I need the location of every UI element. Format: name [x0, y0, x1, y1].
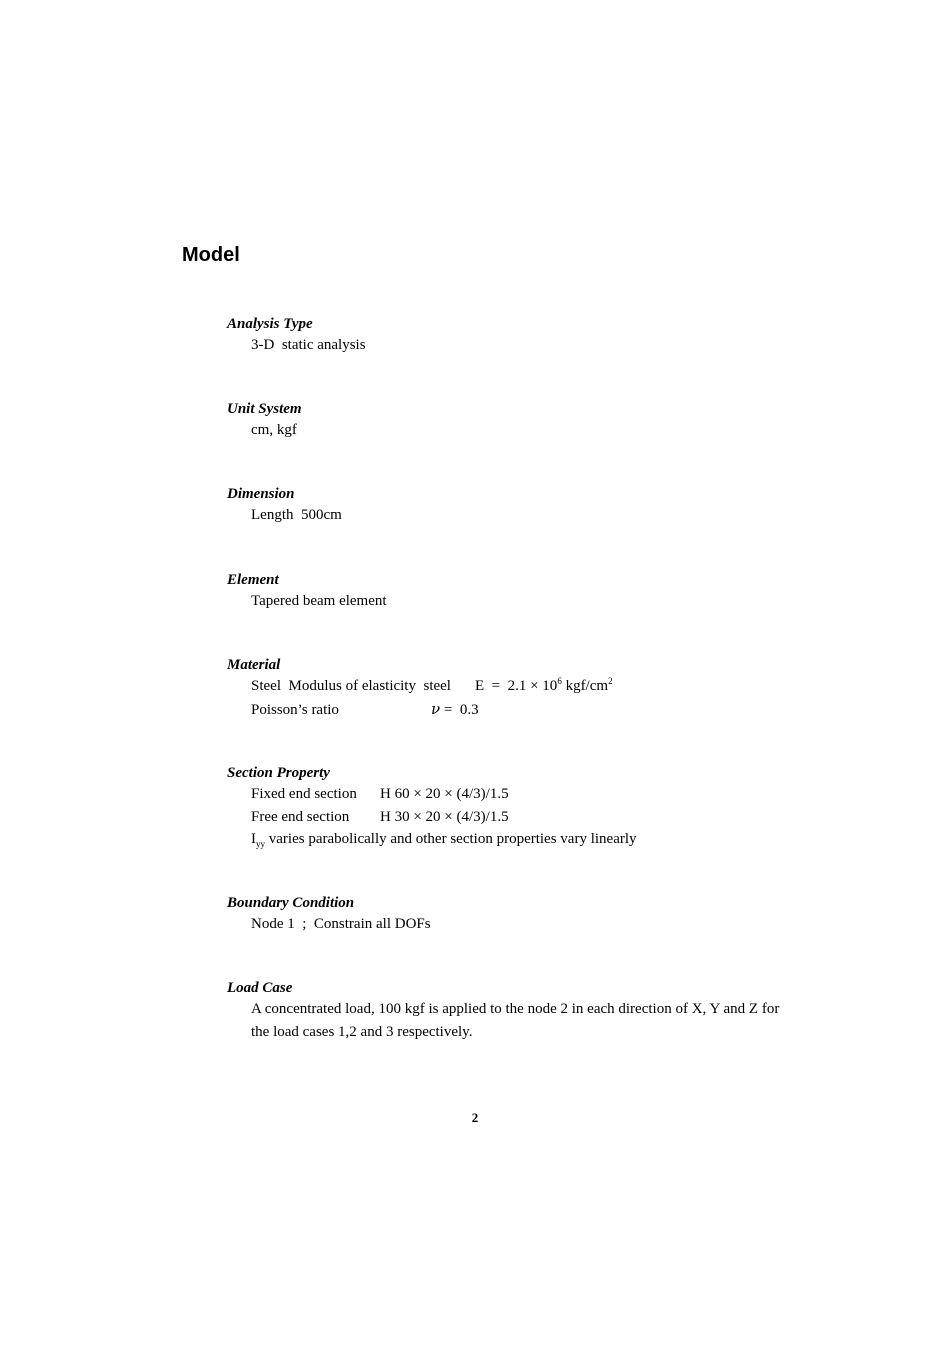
load-case-heading: Load Case	[227, 980, 293, 996]
analysis-type-section	[227, 314, 807, 357]
modulus-unit: kgf/cm	[561, 678, 609, 694]
iyy-symbol: I	[251, 831, 256, 847]
fixed-end-label: Fixed end section	[251, 786, 357, 802]
free-end-value: H 30 × 20 × (4/3)/1.5	[380, 808, 509, 825]
section-property-heading: Section Property	[227, 765, 330, 781]
iyy-text: varies parabolically and other section properties vary linearly	[265, 831, 637, 847]
iyy-line	[251, 828, 807, 851]
element-value: Tapered beam element	[251, 593, 387, 609]
fixed-end-value: H 60 × 20 × (4/3)/1.5	[380, 786, 509, 802]
element-heading: Element	[227, 572, 279, 588]
free-end-label: Free end section	[251, 808, 350, 825]
material-section	[227, 655, 807, 721]
modulus-exponent: 6	[557, 676, 562, 686]
boundary-condition-value: Node 1 ; Constrain all DOFs	[251, 916, 431, 932]
unit-system-section	[227, 399, 807, 442]
iyy-subscript: yy	[256, 839, 265, 849]
modulus-unit-exponent: 2	[608, 676, 613, 686]
modulus-line	[251, 675, 807, 698]
element-section	[227, 570, 807, 613]
poisson-value: = 0.3	[440, 701, 479, 718]
page-number: 2	[471, 1110, 479, 1125]
poisson-symbol: ν	[431, 699, 441, 718]
dimension-value: Length 500cm	[251, 507, 342, 523]
boundary-condition-section	[227, 893, 807, 936]
boundary-condition-heading: Boundary Condition	[227, 895, 355, 911]
unit-system-value: cm, kgf	[251, 422, 297, 438]
poisson-label: Poisson’s ratio	[251, 701, 339, 718]
load-case-value: A concentrated load, 100 kgf is applied to the node 2 in each direction of X, Y and Z for the load cases 1,2 and 3 respectively.	[251, 1001, 780, 1040]
dimension-section	[227, 484, 807, 527]
fixed-end-line	[251, 783, 807, 806]
page-title: Model	[182, 244, 240, 266]
free-end-line	[251, 806, 807, 829]
analysis-type-value: 3-D static analysis	[251, 337, 366, 353]
material-heading: Material	[227, 657, 281, 673]
analysis-type-heading: Analysis Type	[227, 316, 313, 332]
dimension-heading: Dimension	[227, 486, 295, 502]
unit-system-heading: Unit System	[227, 401, 302, 417]
load-case-section	[227, 978, 807, 1043]
poisson-line	[251, 698, 807, 722]
modulus-symbol: E = 2.1 × 10	[474, 678, 558, 694]
section-property-section	[227, 763, 807, 851]
modulus-label: Steel Modulus of elasticity steel	[251, 678, 451, 694]
